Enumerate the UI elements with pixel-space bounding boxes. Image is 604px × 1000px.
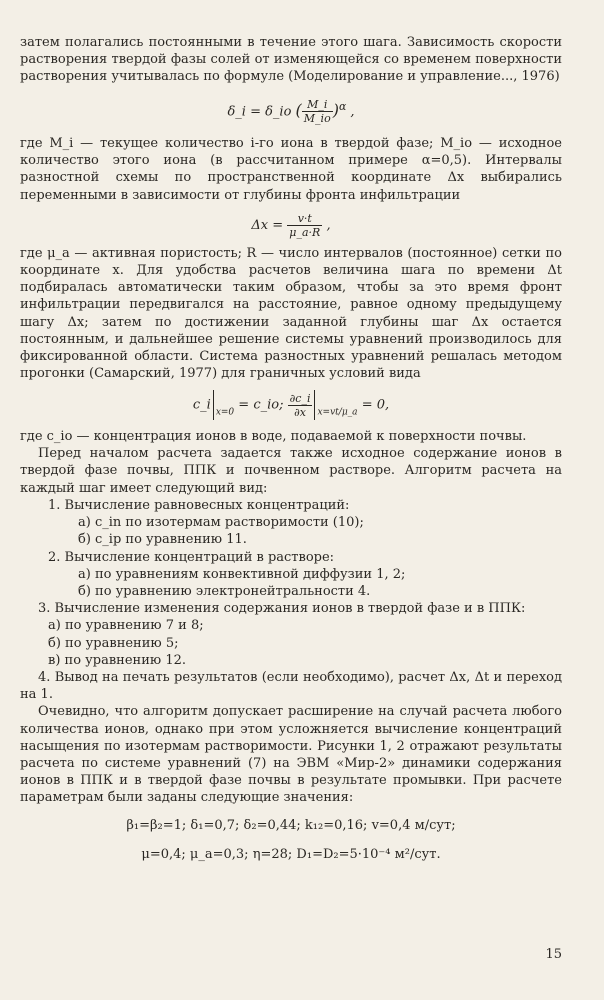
list-item: 3. Вычисление изменения содержания ионов в твердой фазе и в ППК: — [38, 601, 526, 617]
list-item: а) c_in по изотермам растворимости (10); — [78, 515, 364, 531]
params-line-2: μ=0,4; μ_a=0,3; η=28; D₁=D₂=5·10⁻⁴ м²/сут. — [141, 846, 441, 862]
list-item: б) по уравнению 5; — [48, 635, 179, 651]
list-item: а) по уравнению 7 и 8; — [48, 618, 204, 634]
paragraph-1: затем полагались постоянными в течение этого шага. Зависимость скорости растворения твердой фазы солей от изменяющейся со временем поверхности растворения учитывалась по формуле (Моделирование и управление..., 1976) — [20, 35, 562, 85]
page-number: 15 — [545, 947, 562, 962]
formula-fraction: $\frac{M\_i}{M\_io}$ — [303, 97, 331, 125]
formula-boundary: c_i $_{x=0}$ = c_io; $\frac{\partial c\_i}{\partial x}$ $_{x=vt/\mu\_a}$ = 0, — [192, 391, 390, 419]
parameter-values — [20, 817, 562, 863]
formula-derivative: $\frac{\partial c\_i}{\partial x}$ — [289, 391, 311, 419]
params-line-1: β₁=β₂=1; δ₁=0,7; δ₂=0,44; k₁₂=0,16; v=0,4 м/сут; — [126, 817, 456, 833]
formula-fraction: $\frac{v\cdot t}{\mu\_a\cdot R}$ — [289, 211, 321, 239]
paragraph-5: Перед началом расчета задается также исходное содержание ионов в твердой фазе почвы, ППК и почвенном растворе. Алгоритм расчета на каждый шаг имеет следующий вид: — [20, 446, 562, 496]
formula-dissolution: δ_i = δ_io ( $\frac{M\_i}{M\_io}$ )$^\alpha$ , — [227, 97, 355, 125]
algorithm-list — [20, 497, 562, 669]
list-item: а) по уравнениям конвективной диффузии 1, 2; — [78, 566, 406, 582]
list-item: 1. Вычисление равновесных концентраций: — [48, 497, 350, 513]
paragraph-6: 4. Вывод на печать результатов (если необходимо), расчет Δx, Δt и переход на 1. — [20, 669, 562, 703]
paragraph-3: где μ_a — активная пористость; R — число интервалов (постоянное) сетки по координате x. Для удобства расчетов величина шага по времени Δt подбиралась автоматически таким образом, чтобы за это время фронт инфильтрации передвигался на расстояние, равное одному предыдущему шагу Δx; затем по достижении заданной глубины шаг Δx остается постоянным, и дальнейшее решение системы уравнений производилось для фиксированной области. Система разностных уравнений решалась методом прогонки (Самарский, 1977) для граничных условий вида — [20, 245, 562, 382]
paragraph-7: Очевидно, что алгоритм допускает расширение на случай расчета любого количества ионов, однако при этом усложняется вычисление концентраций насыщения по изотермам растворимости. Рисунки 1, 2 отражают результаты расчета по системе уравнений (7) на ЭВМ «Мир-2» динамики содержания ионов в ППК и в твердой фазе почвы в результате промывки. При расчете параметрам были заданы следующие значения: — [20, 704, 562, 806]
list-item: б) c_ip по уравнению 11. — [78, 532, 247, 548]
paragraph-4: где c_io — концентрация ионов в воде, подаваемой к поверхности почвы. — [20, 429, 527, 445]
list-item: в) по уравнению 12. — [48, 652, 186, 668]
list-item: 2. Вычисление концентраций в растворе: — [48, 549, 335, 565]
paragraph-2: где M_i — текущее количество i-го иона в твердой фазе; M_io — исходное количество этого иона (в рассчитанном примере α=0,5). Интервалы разностной схемы по пространственной координате Δx выбирались переменными в зависимости от глубины фронта инфильтрации — [20, 135, 562, 203]
formula-step: Δx = $\frac{v\cdot t}{\mu\_a\cdot R}$ , — [251, 211, 331, 239]
page-body — [20, 34, 562, 875]
list-item: б) по уравнению электронейтральности 4. — [78, 583, 371, 599]
